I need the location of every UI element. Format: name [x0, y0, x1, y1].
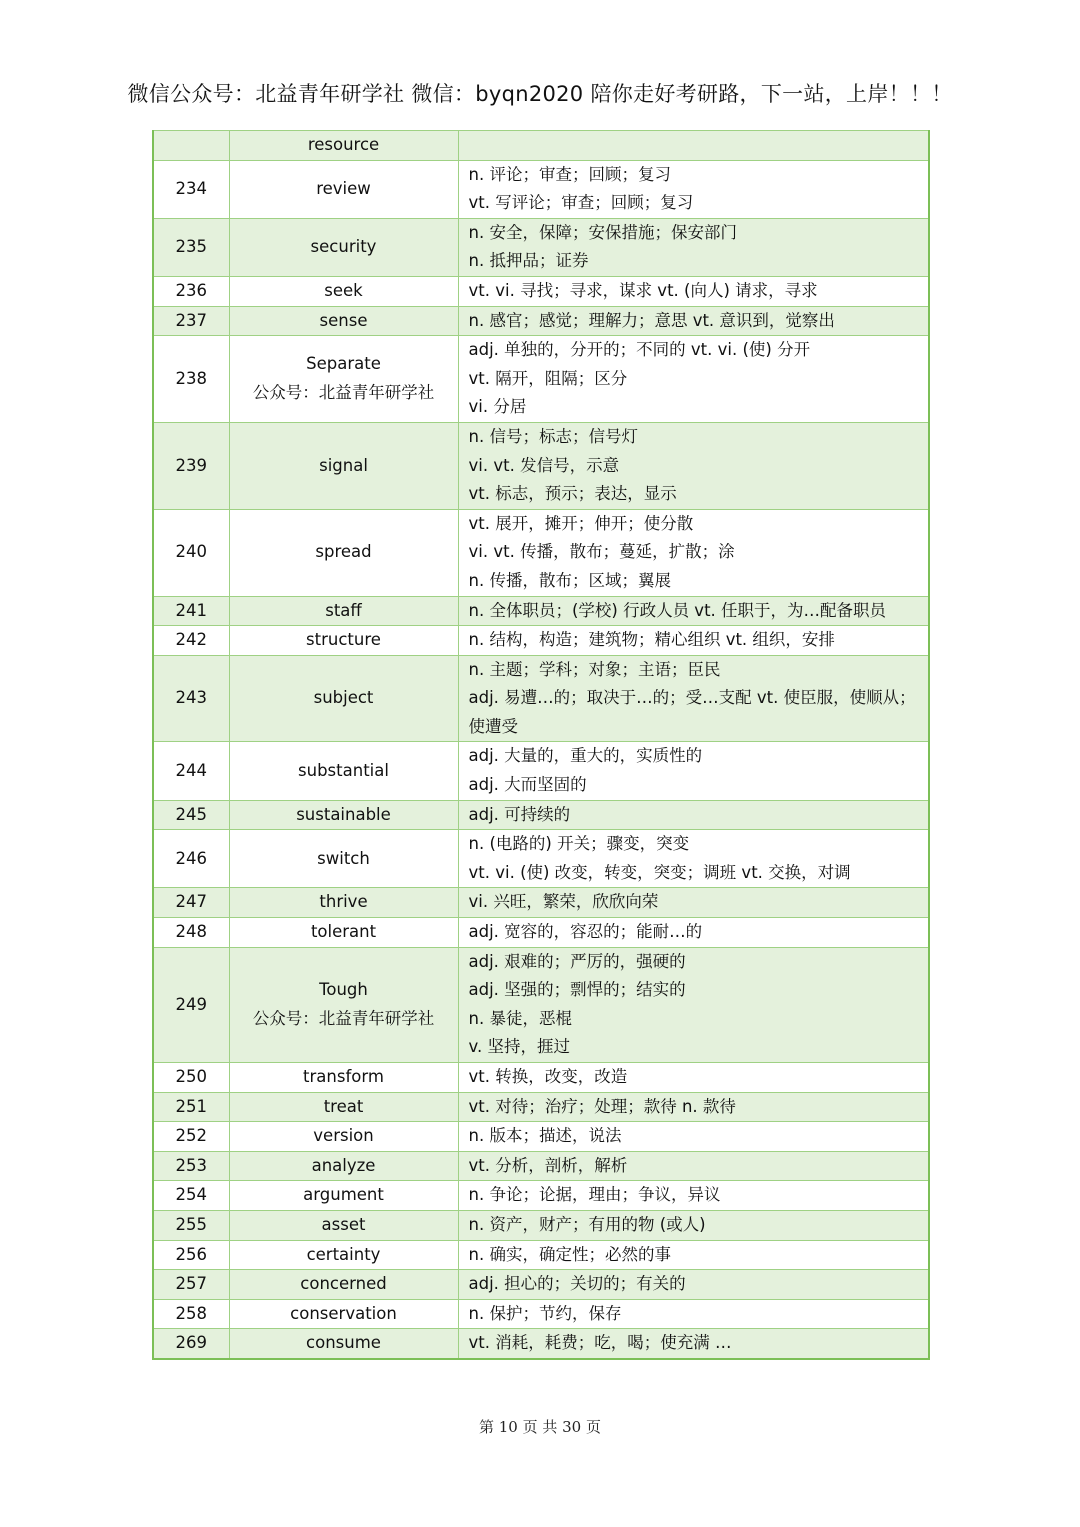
- word-text: thrive: [319, 892, 368, 912]
- entry-number: 237: [153, 306, 229, 336]
- entry-word: [229, 1122, 458, 1152]
- word-text: argument: [303, 1185, 384, 1205]
- word-text: transform: [303, 1067, 384, 1086]
- word-text: signal: [319, 455, 368, 475]
- vocabulary-table: [152, 130, 930, 1360]
- entry-word: [229, 1270, 458, 1300]
- entry-number: 247: [153, 888, 229, 918]
- entry-word: [229, 626, 458, 656]
- entry-number: 245: [153, 800, 229, 830]
- definition-line: n. 安全，保障；安保措施；保安部门: [468, 222, 737, 242]
- definition-line: n. 全体职员；(学校) 行政人员 vt. 任职于，为…配备职员: [468, 600, 887, 620]
- definition-line: n. 主题；学科；对象；主语；臣民: [468, 659, 721, 679]
- table-row: [153, 509, 929, 596]
- word-text: sustainable: [296, 804, 391, 824]
- entry-number: 246: [153, 830, 229, 888]
- table-row: [153, 888, 929, 918]
- definition-line: n. 暴徒，恶棍: [468, 1008, 572, 1028]
- entry-word: [229, 336, 458, 423]
- entry-number: 244: [153, 742, 229, 800]
- entry-definition: [458, 830, 929, 888]
- entry-definition: [458, 1240, 929, 1270]
- entry-word: [229, 1181, 458, 1211]
- entry-definition: [458, 218, 929, 276]
- definition-line: vt. vi. (使) 改变，转变，突变；调班 vt. 交换，对调: [468, 862, 851, 882]
- definition-line: adj. 可持续的: [468, 804, 571, 824]
- word-text: sense: [319, 310, 368, 330]
- definition-line: vt. 分析，剖析，解析: [468, 1155, 628, 1175]
- word-text: security: [310, 237, 377, 257]
- entry-word: [229, 509, 458, 596]
- definition-line: vt. 隔开，阻隔；区分: [468, 368, 628, 388]
- table-row: [153, 160, 929, 218]
- table-row: [153, 742, 929, 800]
- definition-line: n. 信号；标志；信号灯: [468, 426, 638, 446]
- table-row: [153, 306, 929, 336]
- entry-number: [153, 131, 229, 161]
- table-row: [153, 800, 929, 830]
- table-row: [153, 131, 929, 161]
- definition-line: n. (电路的) 开关；骤变，突变: [468, 834, 690, 854]
- table-row: [153, 655, 929, 742]
- word-text: switch: [317, 848, 370, 868]
- definition-line: vi. vt. 发信号，示意: [468, 455, 620, 475]
- watermark-text: 公众号：北益青年研学社: [252, 383, 435, 403]
- table-row: [153, 626, 929, 656]
- definition-line: n. 评论；审查；回顾；复习: [468, 164, 671, 184]
- table-row: [153, 336, 929, 423]
- entry-definition: [458, 1063, 929, 1093]
- definition-line: n. 保护；节约，保存: [468, 1303, 622, 1323]
- entry-definition: [458, 1122, 929, 1152]
- definition-line: v. 坚持，捱过: [468, 1037, 570, 1057]
- table-row: [153, 918, 929, 948]
- table-row: [153, 1122, 929, 1152]
- table-row: [153, 1240, 929, 1270]
- page-footer: 第 10 页 共 30 页: [478, 1418, 601, 1436]
- word-text: review: [316, 178, 371, 198]
- entry-number: 239: [153, 422, 229, 509]
- entry-definition: [458, 1181, 929, 1211]
- entry-word: [229, 422, 458, 509]
- entry-word: [229, 947, 458, 1062]
- entry-definition: [458, 160, 929, 218]
- definition-line: vt. 展开，摊开；伸开；使分散: [468, 513, 694, 533]
- table-row: [153, 422, 929, 509]
- word-text: concerned: [300, 1274, 387, 1294]
- definition-line: adj. 艰难的；严厉的，强硬的: [468, 951, 686, 971]
- entry-word: [229, 1329, 458, 1359]
- table-row: [153, 276, 929, 306]
- entry-definition: [458, 509, 929, 596]
- word-text: version: [313, 1126, 374, 1146]
- entry-number: 251: [153, 1092, 229, 1122]
- table-row: [153, 947, 929, 1062]
- table-row: [153, 1270, 929, 1300]
- definition-line: vt. 转换，改变，改造: [468, 1067, 628, 1086]
- definition-line: adj. 担心的；关切的；有关的: [468, 1274, 686, 1294]
- entry-word: [229, 800, 458, 830]
- word-text: staff: [325, 600, 362, 620]
- definition-line: n. 资产，财产；有用的物 (或人): [468, 1214, 706, 1234]
- definition-line: adj. 大而坚固的: [468, 775, 587, 795]
- entry-definition: [458, 306, 929, 336]
- entry-number: 235: [153, 218, 229, 276]
- table-row: [153, 1181, 929, 1211]
- word-text: spread: [315, 542, 372, 562]
- entry-number: 240: [153, 509, 229, 596]
- entry-word: [229, 131, 458, 161]
- entry-definition: [458, 336, 929, 423]
- entry-definition: [458, 1151, 929, 1181]
- entry-word: [229, 1299, 458, 1329]
- word-text: structure: [306, 630, 381, 650]
- definition-line: adj. 易遭…的；取决于…的；受…支配 vt. 使臣服，使顺从；使遭受: [468, 688, 916, 736]
- entry-definition: [458, 742, 929, 800]
- definition-line: vt. vi. 寻找；寻求，谋求 vt. (向人) 请求，寻求: [468, 280, 818, 300]
- table-row: [153, 596, 929, 626]
- table-row: [153, 1329, 929, 1359]
- word-text: consume: [306, 1333, 381, 1353]
- table-row: [153, 830, 929, 888]
- entry-word: [229, 306, 458, 336]
- entry-word: [229, 888, 458, 918]
- watermark-text: 公众号：北益青年研学社: [252, 1008, 435, 1028]
- definition-line: vt. 消耗，耗费；吃，喝；使充满 …: [468, 1333, 732, 1353]
- entry-number: 254: [153, 1181, 229, 1211]
- entry-number: 241: [153, 596, 229, 626]
- entry-definition: [458, 1092, 929, 1122]
- entry-word: [229, 1240, 458, 1270]
- entry-definition: [458, 1329, 929, 1359]
- word-text: substantial: [298, 760, 389, 780]
- definition-line: vi. vt. 传播，散布；蔓延，扩散；涂: [468, 542, 735, 562]
- entry-definition: [458, 626, 929, 656]
- entry-number: 236: [153, 276, 229, 306]
- table-row: [153, 218, 929, 276]
- entry-number: 269: [153, 1329, 229, 1359]
- entry-definition: [458, 947, 929, 1062]
- entry-number: 257: [153, 1270, 229, 1300]
- entry-definition: [458, 276, 929, 306]
- entry-definition: [458, 655, 929, 742]
- entry-number: 255: [153, 1210, 229, 1240]
- entry-number: 248: [153, 918, 229, 948]
- definition-line: [469, 131, 921, 160]
- word-text: Separate: [306, 354, 381, 374]
- entry-definition: [458, 918, 929, 948]
- definition-line: vi. 兴旺，繁荣，欣欣向荣: [468, 892, 659, 912]
- word-text: resource: [307, 135, 380, 154]
- entry-word: [229, 1063, 458, 1093]
- table-row: [153, 1151, 929, 1181]
- entry-word: [229, 1210, 458, 1240]
- entry-word: [229, 218, 458, 276]
- entry-word: [229, 160, 458, 218]
- entry-word: [229, 742, 458, 800]
- definition-line: adj. 宽容的，容忍的；能耐…的: [468, 922, 703, 942]
- entry-definition: [458, 1299, 929, 1329]
- entry-number: 249: [153, 947, 229, 1062]
- word-text: treat: [323, 1096, 364, 1116]
- table-row: [153, 1063, 929, 1093]
- entry-word: [229, 830, 458, 888]
- word-text: conservation: [290, 1303, 397, 1323]
- definition-line: vt. 对待；治疗；处理；款待 n. 款待: [468, 1096, 736, 1116]
- definition-line: adj. 单独的，分开的；不同的 vt. vi. (使) 分开: [468, 340, 811, 360]
- entry-word: [229, 655, 458, 742]
- entry-number: 242: [153, 626, 229, 656]
- definition-line: n. 传播，散布；区域；翼展: [468, 570, 671, 590]
- entry-definition: [458, 888, 929, 918]
- entry-number: 243: [153, 655, 229, 742]
- entry-definition: [458, 1270, 929, 1300]
- entry-definition: [458, 131, 929, 161]
- entry-word: [229, 918, 458, 948]
- word-text: subject: [313, 688, 374, 708]
- entry-number: 256: [153, 1240, 229, 1270]
- definition-line: n. 抵押品；证券: [468, 251, 589, 271]
- word-text: tolerant: [310, 922, 377, 942]
- definition-line: n. 结构，构造；建筑物；精心组织 vt. 组织，安排: [468, 630, 835, 650]
- entry-word: [229, 1151, 458, 1181]
- entry-number: 258: [153, 1299, 229, 1329]
- entry-word: [229, 596, 458, 626]
- definition-line: vt. 写评论；审查；回顾；复习: [468, 193, 694, 213]
- entry-definition: [458, 800, 929, 830]
- definition-line: n. 确实，确定性；必然的事: [468, 1244, 671, 1264]
- entry-number: 238: [153, 336, 229, 423]
- definition-line: n. 争论；论据，理由；争议，异议: [468, 1185, 721, 1205]
- entry-number: 252: [153, 1122, 229, 1152]
- definition-line: n. 感官；感觉；理解力；意思 vt. 意识到，觉察出: [468, 310, 835, 330]
- entry-word: [229, 276, 458, 306]
- definition-line: n. 版本；描述，说法: [468, 1126, 622, 1146]
- entry-word: [229, 1092, 458, 1122]
- entry-number: 250: [153, 1063, 229, 1093]
- page-header: 微信公众号：北益青年研学社 微信：byqn2020 陪你走好考研路，下一站，上岸！！！: [127, 82, 953, 106]
- definition-line: vt. 标志，预示；表达，显示: [468, 484, 677, 504]
- entry-definition: [458, 596, 929, 626]
- definition-line: adj. 坚强的；剽悍的；结实的: [468, 980, 686, 1000]
- definition-line: adj. 大量的，重大的，实质性的: [468, 746, 703, 766]
- word-text: seek: [324, 280, 363, 300]
- entry-number: 253: [153, 1151, 229, 1181]
- entry-definition: [458, 1210, 929, 1240]
- word-text: asset: [321, 1214, 366, 1234]
- entry-number: 234: [153, 160, 229, 218]
- table-row: [153, 1299, 929, 1329]
- word-text: certainty: [306, 1244, 381, 1264]
- table-row: [153, 1210, 929, 1240]
- table-row: [153, 1092, 929, 1122]
- word-text: Tough: [319, 980, 368, 1000]
- word-text: analyze: [311, 1155, 376, 1175]
- entry-definition: [458, 422, 929, 509]
- definition-line: vi. 分居: [468, 397, 527, 417]
